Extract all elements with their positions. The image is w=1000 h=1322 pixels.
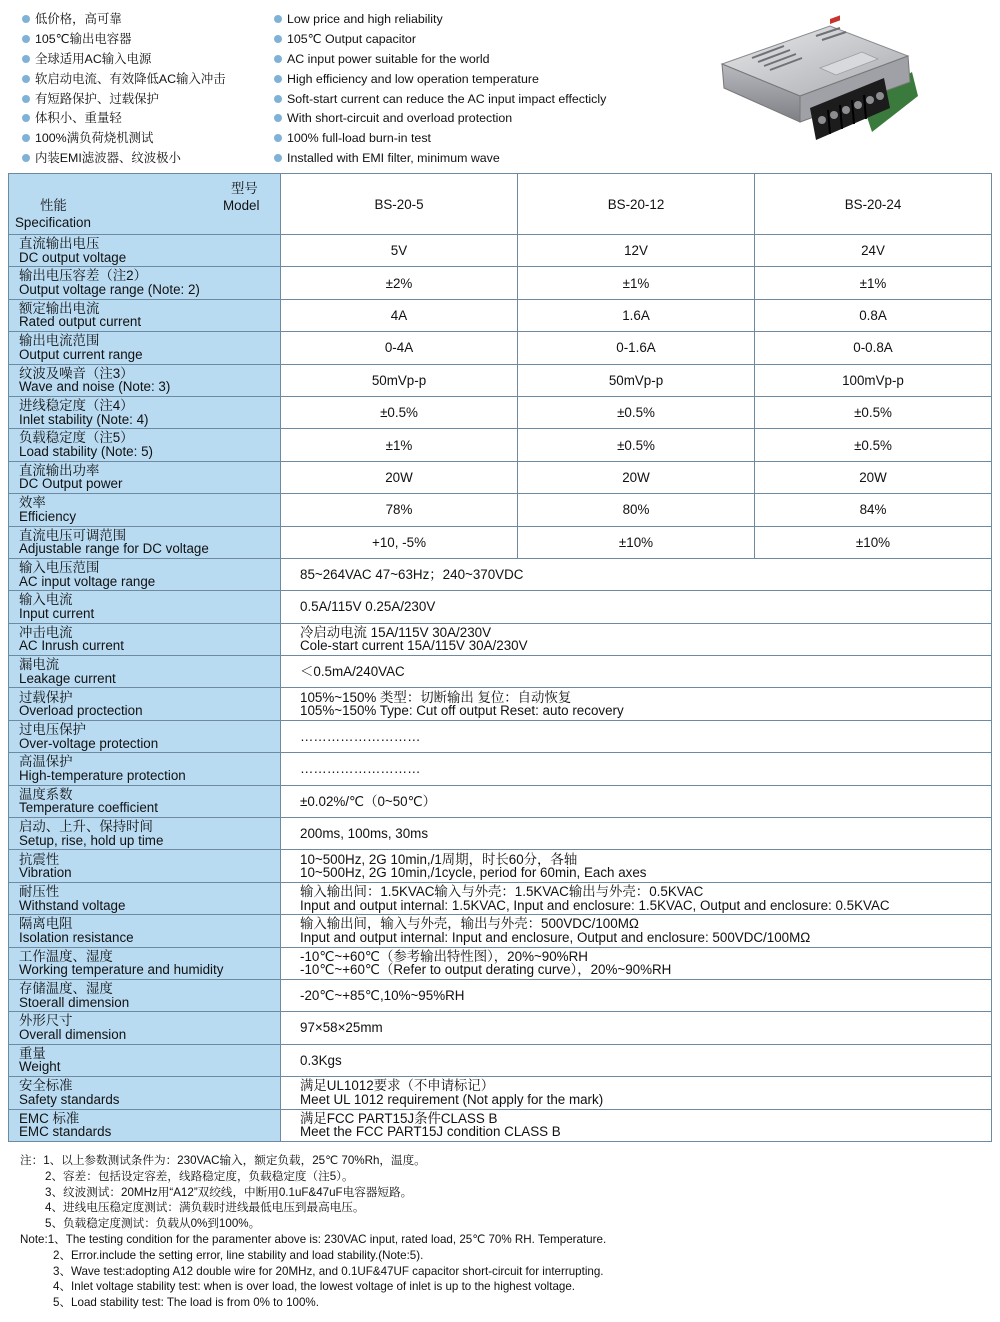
spec-value-wide-cell: [281, 979, 992, 1011]
feature-text: High efficiency and low operation temperature: [287, 71, 539, 86]
spec-label-zh: 效率: [19, 495, 46, 511]
spec-label-en: Stoerall dimension: [19, 994, 130, 1010]
spec-value-cell: 0-4A: [281, 332, 518, 364]
spec-label-zh: 过载保护: [19, 689, 73, 705]
spec-row: [9, 1077, 992, 1109]
bullet-icon: [22, 114, 30, 122]
spec-label-en: DC Output power: [19, 476, 123, 492]
spec-label-zh: 温度系数: [19, 786, 73, 802]
bullet-icon: [274, 75, 282, 83]
feature-item: [274, 10, 694, 30]
spec-label-zh: 耐压性: [19, 883, 60, 899]
spec-value-cell: 20W: [281, 461, 518, 493]
spec-value-wide-cell: [281, 753, 992, 785]
spec-value-wide-cell: [281, 785, 992, 817]
spec-value-cell: 84%: [755, 494, 992, 526]
spec-value-cell: ±0.5%: [518, 429, 755, 461]
feature-item: [22, 109, 272, 129]
spec-value-wide-cell: [281, 1012, 992, 1044]
spec-label-en: Adjustable range for DC voltage: [19, 541, 209, 557]
spec-value-cell: 50mVp-p: [281, 364, 518, 396]
spec-value-cell: 1.6A: [518, 299, 755, 331]
spec-label-en: Inlet stability (Note: 4): [19, 411, 149, 427]
spec-value-cell: 5V: [281, 235, 518, 267]
spec-value-line: 97×58×25mm: [300, 1020, 383, 1036]
spec-value-cell: ±1%: [755, 267, 992, 299]
spec-label-zh: 安全标准: [19, 1078, 73, 1094]
feature-item: [22, 129, 272, 149]
spec-label-en: Vibration: [19, 865, 72, 881]
spec-value-cell: ±1%: [281, 429, 518, 461]
spec-value-line: 10~500Hz, 2G 10min,/1cycle, period for 60min, Each axes: [300, 865, 647, 881]
bullet-icon: [274, 154, 282, 162]
spec-label-en: Input current: [19, 605, 95, 621]
spec-value-wide-cell: [281, 656, 992, 688]
spec-value-line: 200ms, 100ms, 30ms: [300, 826, 429, 842]
spec-value-line: 满足FCC PART15J条件CLASS B: [300, 1110, 498, 1126]
spec-label-cell: [9, 591, 281, 623]
spec-label-zh: 直流电压可调范围: [19, 527, 127, 543]
spec-label-cell: [9, 235, 281, 267]
spec-label-zh: 过电压保护: [19, 721, 86, 737]
spec-value-line: 0.3Kgs: [300, 1052, 342, 1068]
spec-label-en: Weight: [19, 1059, 61, 1075]
spec-row: [9, 1044, 992, 1076]
spec-value-cell: ±0.5%: [755, 429, 992, 461]
feature-item: [22, 30, 272, 50]
spec-label-cell: [9, 364, 281, 396]
spec-row: [9, 720, 992, 752]
spec-label-cell: [9, 915, 281, 947]
notes: [20, 1153, 980, 1311]
spec-value-wide-cell: [281, 558, 992, 590]
spec-value-cell: 20W: [755, 461, 992, 493]
feature-text: 105℃输出电容器: [35, 31, 132, 46]
spec-value-wide-cell: [281, 688, 992, 720]
spec-label-en: Output current range: [19, 346, 143, 362]
header-spec-en: Specification: [15, 215, 91, 230]
spec-label-zh: 直流输出电压: [19, 236, 100, 252]
header-spec-zh: 性能: [40, 198, 67, 213]
spec-row: [9, 947, 992, 979]
header-model-en: Model: [223, 198, 260, 213]
spec-value-line: 10~500Hz, 2G 10min,/1周期，时长60分，各轴: [300, 851, 578, 867]
feature-list-en: [274, 10, 694, 169]
note-line-zh: 4、进线电压稳定度测试：满负载时进线最低电压到最高电压。: [45, 1201, 365, 1215]
spec-label-en: AC Inrush current: [19, 638, 124, 654]
feature-text: 软启动电流、有效降低AC输入冲击: [35, 71, 226, 86]
spec-value-wide-cell: [281, 1044, 992, 1076]
spec-label-cell: [9, 623, 281, 655]
note-line-zh: 3、纹波测试：20MHz用“A12”双绞线，中断用0.1uF&47uF电容器短路。: [45, 1185, 413, 1199]
spec-value-cell: 100mVp-p: [755, 364, 992, 396]
spec-label-zh: 存储温度、湿度: [19, 981, 113, 997]
spec-label-cell: [9, 979, 281, 1011]
spec-value-line: -10℃~+60℃（Refer to output derating curve），20%~90%RH: [300, 962, 672, 978]
spec-row: [9, 785, 992, 817]
feature-list-zh: [22, 10, 272, 169]
spec-row: [9, 299, 992, 331]
feature-item: [22, 90, 272, 110]
spec-label-zh: 工作温度、湿度: [19, 948, 113, 964]
spec-label-en: Temperature coefficient: [19, 800, 158, 816]
spec-label-cell: [9, 1077, 281, 1109]
feature-text: 全球适用AC输入电源: [35, 51, 152, 66]
spec-label-cell: [9, 720, 281, 752]
feature-item: [274, 30, 694, 50]
spec-row: [9, 332, 992, 364]
notes-en: [20, 1232, 980, 1311]
spec-value-wide-cell: [281, 720, 992, 752]
spec-label-en: Overall dimension: [19, 1027, 127, 1043]
spec-label-zh: 输出电流范围: [19, 333, 100, 349]
spec-value-cell: 4A: [281, 299, 518, 331]
spec-value-line: 输入输出间：1.5KVAC输入与外壳：1.5KVAC输出与外壳：0.5KVAC: [300, 884, 704, 900]
notes-zh: [20, 1153, 980, 1232]
spec-value-line: Input and output internal: 1.5KVAC, Input and enclosure: 1.5KVAC, Output and enclosure: 0.5KVAC: [300, 897, 890, 913]
spec-label-en: Over-voltage protection: [19, 735, 159, 751]
model-name: BS-20-12: [518, 174, 755, 235]
note-line-zh: 5、负载稳定度测试：负载从0%到100%。: [45, 1217, 261, 1231]
spec-label-en: Leakage current: [19, 670, 116, 686]
spec-label-cell: [9, 396, 281, 428]
model-name: BS-20-5: [281, 174, 518, 235]
spec-value-cell: ±0.5%: [755, 396, 992, 428]
feature-text: 低价格，高可靠: [35, 12, 122, 26]
spec-label-en: Withstand voltage: [19, 897, 126, 913]
spec-label-zh: 重量: [19, 1045, 46, 1061]
spec-row: [9, 1109, 992, 1141]
spec-label-en: Output voltage range (Note: 2): [19, 282, 200, 298]
spec-label-zh: 输入电压范围: [19, 560, 100, 575]
spec-value-wide-cell: [281, 818, 992, 850]
spec-value-wide-cell: [281, 591, 992, 623]
header-model-zh: 型号: [231, 181, 258, 196]
spec-label-zh: 抗震性: [19, 851, 60, 867]
spec-value-cell: 0-1.6A: [518, 332, 755, 364]
spec-label-en: DC output voltage: [19, 249, 127, 265]
spec-label-en: Isolation resistance: [19, 929, 134, 945]
spec-label-en: Rated output current: [19, 314, 142, 330]
spec-value-cell: 12V: [518, 235, 755, 267]
spec-row: [9, 235, 992, 267]
spec-row: [9, 979, 992, 1011]
spec-label-en: Setup, rise, hold up time: [19, 832, 164, 848]
spec-row: [9, 494, 992, 526]
spec-row: [9, 429, 992, 461]
spec-table: [8, 173, 992, 1142]
spec-label-cell: [9, 882, 281, 914]
spec-label-cell: [9, 753, 281, 785]
spec-label-cell: [9, 1044, 281, 1076]
spec-value-line: ±0.02%/℃（0~50℃）: [300, 793, 437, 809]
spec-row: [9, 656, 992, 688]
spec-label-en: High-temperature protection: [19, 767, 186, 783]
spec-row: [9, 882, 992, 914]
spec-value-cell: 24V: [755, 235, 992, 267]
bullet-icon: [22, 154, 30, 162]
spec-value-line: Input and output internal: Input and enclosure, Output and enclosure: 500VDC/100MΩ: [300, 929, 811, 945]
spec-label-cell: [9, 299, 281, 331]
spec-label-cell: [9, 688, 281, 720]
feature-text: AC input power suitable for the world: [287, 51, 490, 66]
spec-value-line: -20℃~+85℃,10%~95%RH: [300, 987, 465, 1003]
spec-value-cell: 20W: [518, 461, 755, 493]
spec-label-zh: 冲击电流: [19, 624, 73, 640]
spec-value-line: 105%~150% Type: Cut off output Reset: auto recovery: [300, 703, 624, 719]
bullet-icon: [274, 95, 282, 103]
note-line-en: 2、Error.include the setting error, line stability and load stability.(Note:5).: [53, 1248, 424, 1262]
spec-value-wide-cell: [281, 623, 992, 655]
spec-row: [9, 558, 992, 590]
spec-label-cell: [9, 850, 281, 882]
spec-value-cell: 78%: [281, 494, 518, 526]
spec-value-cell: 50mVp-p: [518, 364, 755, 396]
bullet-icon: [22, 75, 30, 83]
spec-value-cell: ±0.5%: [281, 396, 518, 428]
feature-text: Soft-start current can reduce the AC input impact effecticly: [287, 91, 607, 106]
note-line-zh: 2、容差：包括设定容差，线路稳定度，负载稳定度（注5）。: [45, 1169, 354, 1183]
bullet-icon: [22, 55, 30, 63]
feature-item: [274, 109, 694, 129]
spec-value-wide-cell: [281, 850, 992, 882]
power-supply-product-image: [712, 12, 920, 160]
spec-value-line: ＜0.5mA/240VAC: [300, 664, 405, 680]
spec-value-cell: 80%: [518, 494, 755, 526]
spec-value-wide-cell: [281, 882, 992, 914]
feature-item: [274, 70, 694, 90]
spec-value-line: 输入输出间，输入与外壳，输出与外壳：500VDC/100MΩ: [300, 916, 639, 932]
spec-label-zh: 额定输出电流: [19, 300, 100, 316]
feature-item: [274, 149, 694, 169]
feature-item: [22, 149, 272, 169]
feature-text: 有短路保护、过载保护: [35, 91, 159, 106]
spec-label-cell: [9, 494, 281, 526]
feature-text: 内装EMI滤波器、纹波极小: [35, 151, 181, 166]
bullet-icon: [22, 35, 30, 43]
spec-value-line: Cole-start current 15A/115V 30A/230V: [300, 638, 528, 654]
spec-value-wide-cell: [281, 947, 992, 979]
feature-text: 100%满负荷烧机测试: [35, 131, 154, 146]
spec-label-zh: 高温保护: [19, 754, 73, 770]
spec-row: [9, 267, 992, 299]
note-line-en: 3、Wave test:adopting A12 double wire for 20MHz, and 0.1UF&47UF capacitor short-circuit for interrupting.: [53, 1264, 604, 1278]
feature-item: [274, 129, 694, 149]
spec-row: [9, 850, 992, 882]
bullet-icon: [274, 35, 282, 43]
spec-label-zh: 隔离电阻: [19, 916, 73, 932]
spec-label-zh: 漏电流: [19, 657, 60, 673]
spec-value-line: 0.5A/115V 0.25A/230V: [300, 599, 436, 615]
feature-item: [274, 90, 694, 110]
spec-label-zh: 外形尺寸: [19, 1013, 73, 1029]
spec-label-en: Working temperature and humidity: [19, 962, 224, 978]
note-line-en: Note:1、The testing condition for the paramenter above is: 230VAC input, rated load, 25℃ 70% RH. Temperature.: [20, 1232, 607, 1246]
spec-label-cell: [9, 461, 281, 493]
bullet-icon: [274, 15, 282, 23]
spec-label-cell: [9, 1012, 281, 1044]
spec-value-cell: +10, -5%: [281, 526, 518, 558]
spec-value-line: 满足UL1012要求（不申请标记）: [300, 1078, 495, 1094]
spec-label-cell: [9, 558, 281, 590]
spec-header-row: [9, 174, 992, 235]
spec-label-en: AC input voltage range: [19, 573, 156, 589]
spec-value-line: Meet the FCC PART15J condition CLASS B: [300, 1124, 561, 1140]
spec-row: [9, 1012, 992, 1044]
spec-value-cell: ±1%: [518, 267, 755, 299]
spec-row: [9, 818, 992, 850]
spec-label-cell: [9, 526, 281, 558]
spec-value-line: ………………………: [300, 728, 421, 744]
bullet-icon: [22, 15, 30, 23]
spec-row: [9, 461, 992, 493]
feature-item: [22, 10, 272, 30]
spec-value-cell: ±10%: [518, 526, 755, 558]
spec-label-en: Wave and noise (Note: 3): [19, 379, 171, 395]
model-name: BS-20-24: [755, 174, 992, 235]
spec-row: [9, 753, 992, 785]
feature-text: 体积小、重量轻: [35, 111, 122, 126]
spec-label-en: Overload proctection: [19, 703, 143, 719]
spec-label-zh: 输出电压容差（注2）: [19, 268, 147, 284]
spec-label-en: EMC standards: [19, 1124, 112, 1140]
bullet-icon: [22, 95, 30, 103]
spec-value-cell: 0-0.8A: [755, 332, 992, 364]
feature-text: 105℃ Output capacitor: [287, 31, 416, 46]
note-line-zh: 注：1、以上参数测试条件为：230VAC输入，额定负载，25℃ 70%Rh，温度。: [20, 1154, 426, 1167]
spec-label-zh: 输入电流: [19, 592, 73, 608]
feature-item: [274, 50, 694, 70]
spec-label-cell: [9, 267, 281, 299]
feature-text: 100% full-load burn-in test: [287, 131, 431, 146]
spec-value-line: -10℃~+60℃（参考输出特性图），20%~90%RH: [300, 948, 588, 964]
spec-row: [9, 396, 992, 428]
spec-label-cell: [9, 429, 281, 461]
spec-row: [9, 915, 992, 947]
feature-list: [22, 10, 702, 170]
spec-label-cell: [9, 656, 281, 688]
feature-item: [22, 70, 272, 90]
spec-row: [9, 364, 992, 396]
feature-text: With short-circuit and overload protection: [287, 111, 513, 126]
spec-label-zh: 进线稳定度（注4）: [19, 398, 134, 414]
feature-text: Low price and high reliability: [287, 12, 443, 26]
spec-value-line: 85~264VAC 47~63Hz；240~370VDC: [300, 566, 524, 582]
bullet-icon: [274, 55, 282, 63]
feature-item: [22, 50, 272, 70]
spec-label-zh: 直流输出功率: [19, 462, 100, 478]
spec-value-wide-cell: [281, 1077, 992, 1109]
spec-label-en: Efficiency: [19, 508, 77, 524]
spec-value-cell: 0.8A: [755, 299, 992, 331]
note-line-en: 5、Load stability test: The load is from 0% to 100%.: [53, 1296, 319, 1310]
spec-label-zh: 启动、上升、保持时间: [19, 819, 153, 835]
spec-label-cell: [9, 818, 281, 850]
spec-value-line: 105%~150% 类型：切断输出 复位：自动恢复: [300, 689, 572, 705]
spec-row: [9, 591, 992, 623]
spec-value-cell: ±2%: [281, 267, 518, 299]
spec-value-cell: ±10%: [755, 526, 992, 558]
spec-value-line: Meet UL 1012 requirement (Not apply for the mark): [300, 1091, 604, 1107]
spec-row: [9, 688, 992, 720]
spec-label-cell: [9, 785, 281, 817]
spec-label-cell: [9, 332, 281, 364]
spec-value-wide-cell: [281, 1109, 992, 1141]
note-line-en: 4、Inlet voltage stability test: when is over load, the lowest voltage of inlet is up to the highest voltage.: [53, 1280, 576, 1294]
spec-label-en: Load stability (Note: 5): [19, 444, 153, 460]
spec-row: [9, 623, 992, 655]
bullet-icon: [274, 114, 282, 122]
spec-label-cell: [9, 1109, 281, 1141]
spec-row: [9, 526, 992, 558]
spec-label-zh: 纹波及噪音（注3）: [19, 365, 134, 381]
spec-label-en: Safety standards: [19, 1091, 120, 1107]
spec-value-wide-cell: [281, 915, 992, 947]
spec-label-zh: EMC 标准: [19, 1110, 80, 1126]
bullet-icon: [274, 134, 282, 142]
spec-value-line: 冷启动电流 15A/115V 30A/230V: [300, 624, 492, 640]
header-label-cell: [9, 174, 281, 235]
spec-value-cell: ±0.5%: [518, 396, 755, 428]
bullet-icon: [22, 134, 30, 142]
feature-text: Installed with EMI filter, minimum wave: [287, 151, 500, 166]
spec-label-zh: 负载稳定度（注5）: [19, 430, 134, 446]
spec-label-cell: [9, 947, 281, 979]
spec-value-line: ………………………: [300, 761, 421, 777]
